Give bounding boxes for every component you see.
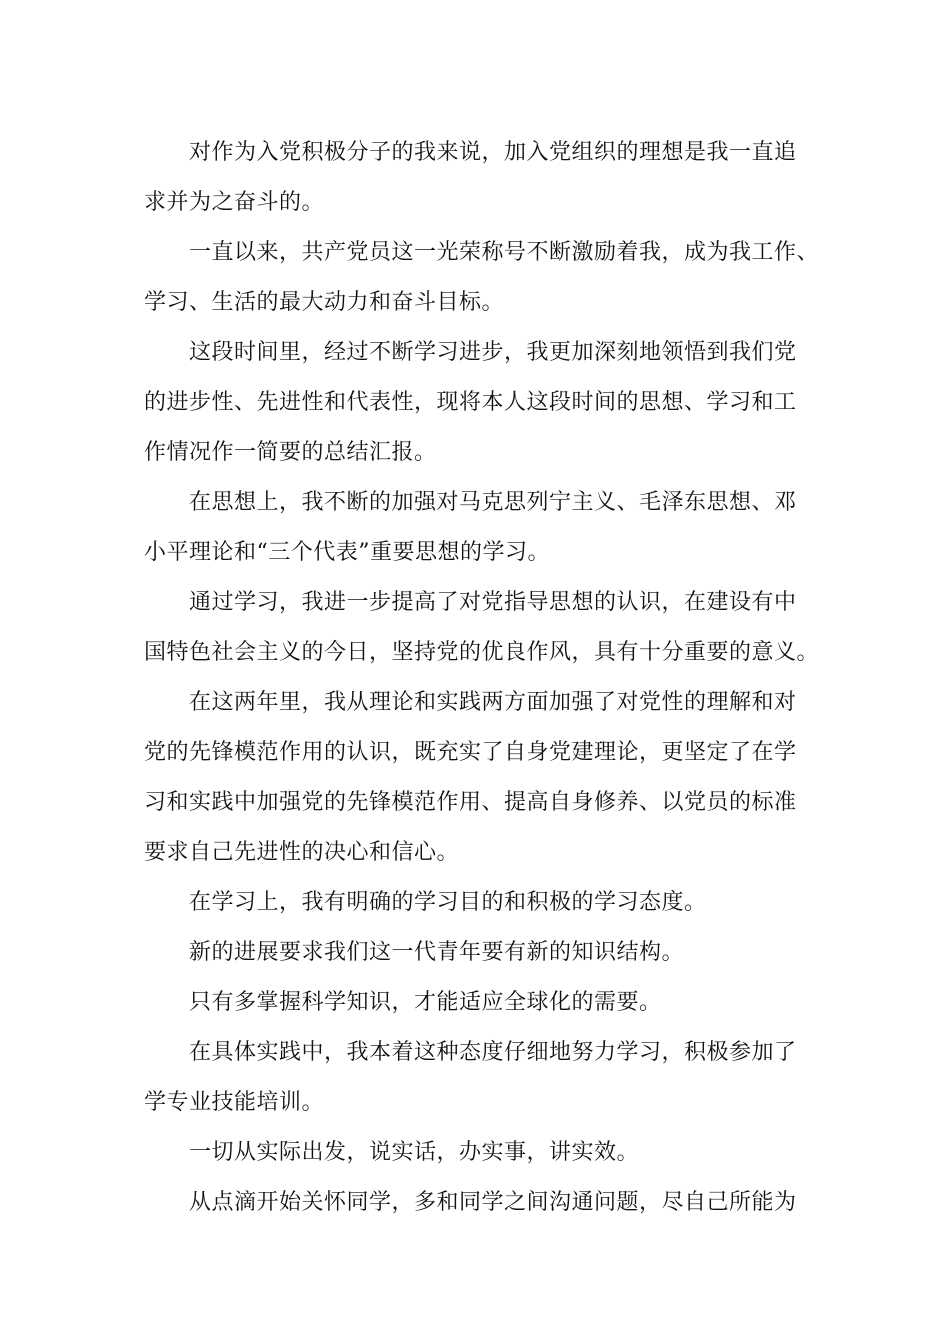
text-line: 在具体实践中，我本着这种态度仔细地努力学习，积极参加了	[189, 1040, 797, 1065]
text-line: 小平理论和“三个代表”重要思想的学习。	[144, 540, 550, 565]
text-line: 的进步性、先进性和代表性，现将本人这段时间的思想、学习和工	[144, 390, 797, 415]
paragraph-7	[144, 878, 816, 928]
paragraph-3	[144, 328, 816, 478]
text-line: 新的进展要求我们这一代青年要有新的知识结构。	[189, 940, 685, 965]
text-line: 对作为入党积极分子的我来说，加入党组织的理想是我一直追	[189, 140, 797, 165]
text-line: 在这两年里，我从理论和实践两方面加强了对党性的理解和对	[189, 690, 797, 715]
text-line: 习和实践中加强党的先锋模范作用、提高自身修养、以党员的标准	[144, 790, 797, 815]
text-line: 这段时间里，经过不断学习进步，我更加深刻地领悟到我们党	[189, 340, 797, 365]
paragraph-8	[144, 928, 816, 978]
text-line: 只有多掌握科学知识，才能适应全球化的需要。	[189, 990, 662, 1015]
text-line: 一切从实际出发，说实话，办实事，讲实效。	[189, 1140, 640, 1165]
paragraph-4	[144, 478, 816, 578]
text-line: 在学习上，我有明确的学习目的和积极的学习态度。	[189, 890, 707, 915]
text-line: 在思想上，我不断的加强对马克思列宁主义、毛泽东思想、邓	[189, 490, 797, 515]
text-line: 党的先锋模范作用的认识，既充实了自身党建理论，更坚定了在学	[144, 740, 797, 765]
paragraph-11	[144, 1128, 816, 1178]
text-line: 国特色社会主义的今日，坚持党的优良作风，具有十分重要的意义。	[144, 640, 820, 665]
paragraph-12	[144, 1178, 816, 1228]
document-body	[144, 128, 820, 1228]
paragraph-10	[144, 1028, 816, 1128]
paragraph-6	[144, 678, 816, 878]
paragraph-2	[144, 228, 820, 328]
paragraph-9	[144, 978, 816, 1028]
text-line: 学习、生活的最大动力和奋斗目标。	[144, 290, 505, 315]
text-line: 通过学习，我进一步提高了对党指导思想的认识，在建设有中	[189, 590, 797, 615]
paragraph-1	[144, 128, 816, 228]
text-line: 求并为之奋斗的。	[144, 190, 325, 215]
paragraph-5	[144, 578, 820, 678]
text-line: 从点滴开始关怀同学，多和同学之间沟通问题，尽自己所能为	[189, 1190, 797, 1215]
text-line: 学专业技能培训。	[144, 1090, 325, 1115]
text-line: 作情况作一简要的总结汇报。	[144, 440, 437, 465]
text-line: 一直以来，共产党员这一光荣称号不断激励着我，成为我工作、	[189, 240, 820, 265]
text-line: 要求自己先进性的决心和信心。	[144, 840, 460, 865]
